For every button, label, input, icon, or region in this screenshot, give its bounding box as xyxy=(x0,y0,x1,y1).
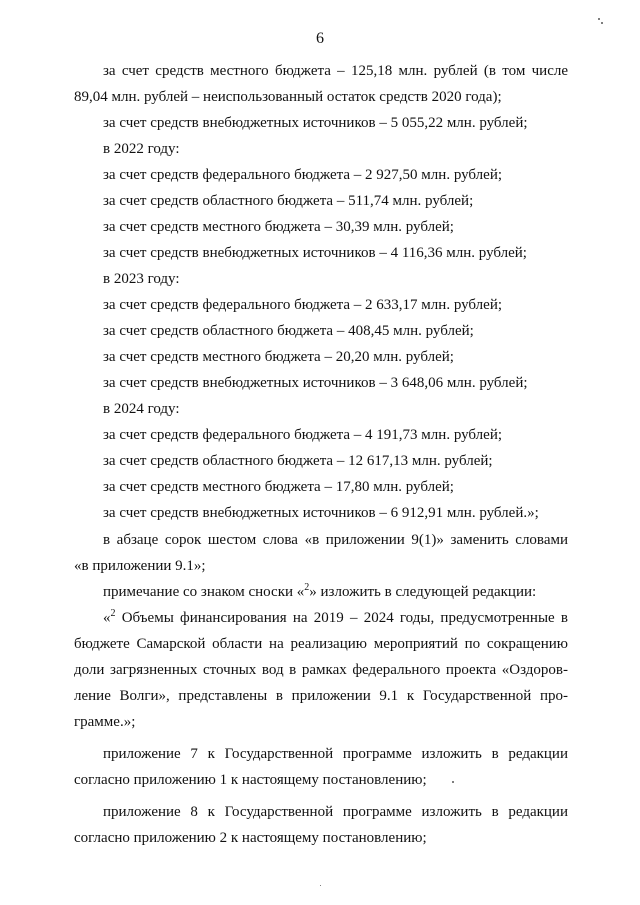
text-fragment: « xyxy=(103,610,111,626)
text-line: «в приложении 9.1»; xyxy=(74,558,206,574)
text-line: за счет средств местного бюджета – 20,20 млн. рублей; xyxy=(103,349,454,365)
text-fragment: Объемы финансирования на 2019 – 2024 годы, предусмотренные в xyxy=(115,610,568,626)
footnote-instruction-line xyxy=(103,583,536,601)
text-line: за счет средств местного бюджета – 17,80 млн. рублей; xyxy=(103,479,454,495)
text-line: за счет средств областного бюджета – 408,45 млн. рублей; xyxy=(103,323,474,339)
text-line: за счет средств внебюджетных источников – 6 912,91 млн. рублей.»; xyxy=(103,505,539,521)
text-fragment: примечание со знаком сноски « xyxy=(103,584,305,600)
text-line: грамме.»; xyxy=(74,714,136,730)
text-line: за счет средств внебюджетных источников – 4 116,36 млн. рублей; xyxy=(103,245,527,261)
text-line: в абзаце сорок шестом слова «в приложении 9(1)» заменить словами xyxy=(103,532,568,548)
text-line: доли загрязненных сточных вод в рамках федерального проекта «Оздоров- xyxy=(74,662,568,678)
year-heading: в 2022 году: xyxy=(103,141,180,157)
scan-speck xyxy=(601,22,603,24)
text-line: за счет средств местного бюджета – 125,18 млн. рублей (в том числе xyxy=(103,63,568,79)
year-heading: в 2023 году: xyxy=(103,271,180,287)
text-line: согласно приложению 1 к настоящему постановлению; xyxy=(74,772,427,788)
footnote-mark: 2 xyxy=(304,582,310,593)
text-line: приложение 7 к Государственной программе изложить в редакции xyxy=(103,746,568,762)
footnote-text-line xyxy=(103,609,568,627)
text-line: за счет средств областного бюджета – 12 617,13 млн. рублей; xyxy=(103,453,493,469)
text-line: за счет средств федерального бюджета – 2 927,50 млн. рублей; xyxy=(103,167,503,183)
scan-speck xyxy=(452,781,454,783)
text-line: за счет средств внебюджетных источников – 3 648,06 млн. рублей; xyxy=(103,375,528,391)
text-line: ление Волги», представлены в приложении 9.1 к Государственной про- xyxy=(74,688,568,704)
scan-speck xyxy=(320,885,321,886)
year-heading: в 2024 году: xyxy=(103,401,180,417)
text-line: за счет средств областного бюджета – 511,74 млн. рублей; xyxy=(103,193,474,209)
text-line: за счет средств внебюджетных источников – 5 055,22 млн. рублей; xyxy=(103,115,528,131)
text-line: бюджете Самарской области на реализацию мероприятий по сокращению xyxy=(74,636,568,652)
text-line: за счет средств федерального бюджета – 2 633,17 млн. рублей; xyxy=(103,297,503,313)
text-fragment: » изложить в следующей редакции: xyxy=(309,584,537,600)
scan-speck xyxy=(598,18,600,20)
text-line: 89,04 млн. рублей – неиспользованный остаток средств 2020 года); xyxy=(74,89,502,105)
page-number: 6 xyxy=(316,30,324,47)
text-line: согласно приложению 2 к настоящему постановлению; xyxy=(74,830,427,846)
text-line: за счет средств местного бюджета – 30,39 млн. рублей; xyxy=(103,219,454,235)
text-line: за счет средств федерального бюджета – 4 191,73 млн. рублей; xyxy=(103,427,503,443)
text-line: приложение 8 к Государственной программе изложить в редакции xyxy=(103,804,568,820)
footnote-mark: 2 xyxy=(110,608,116,619)
